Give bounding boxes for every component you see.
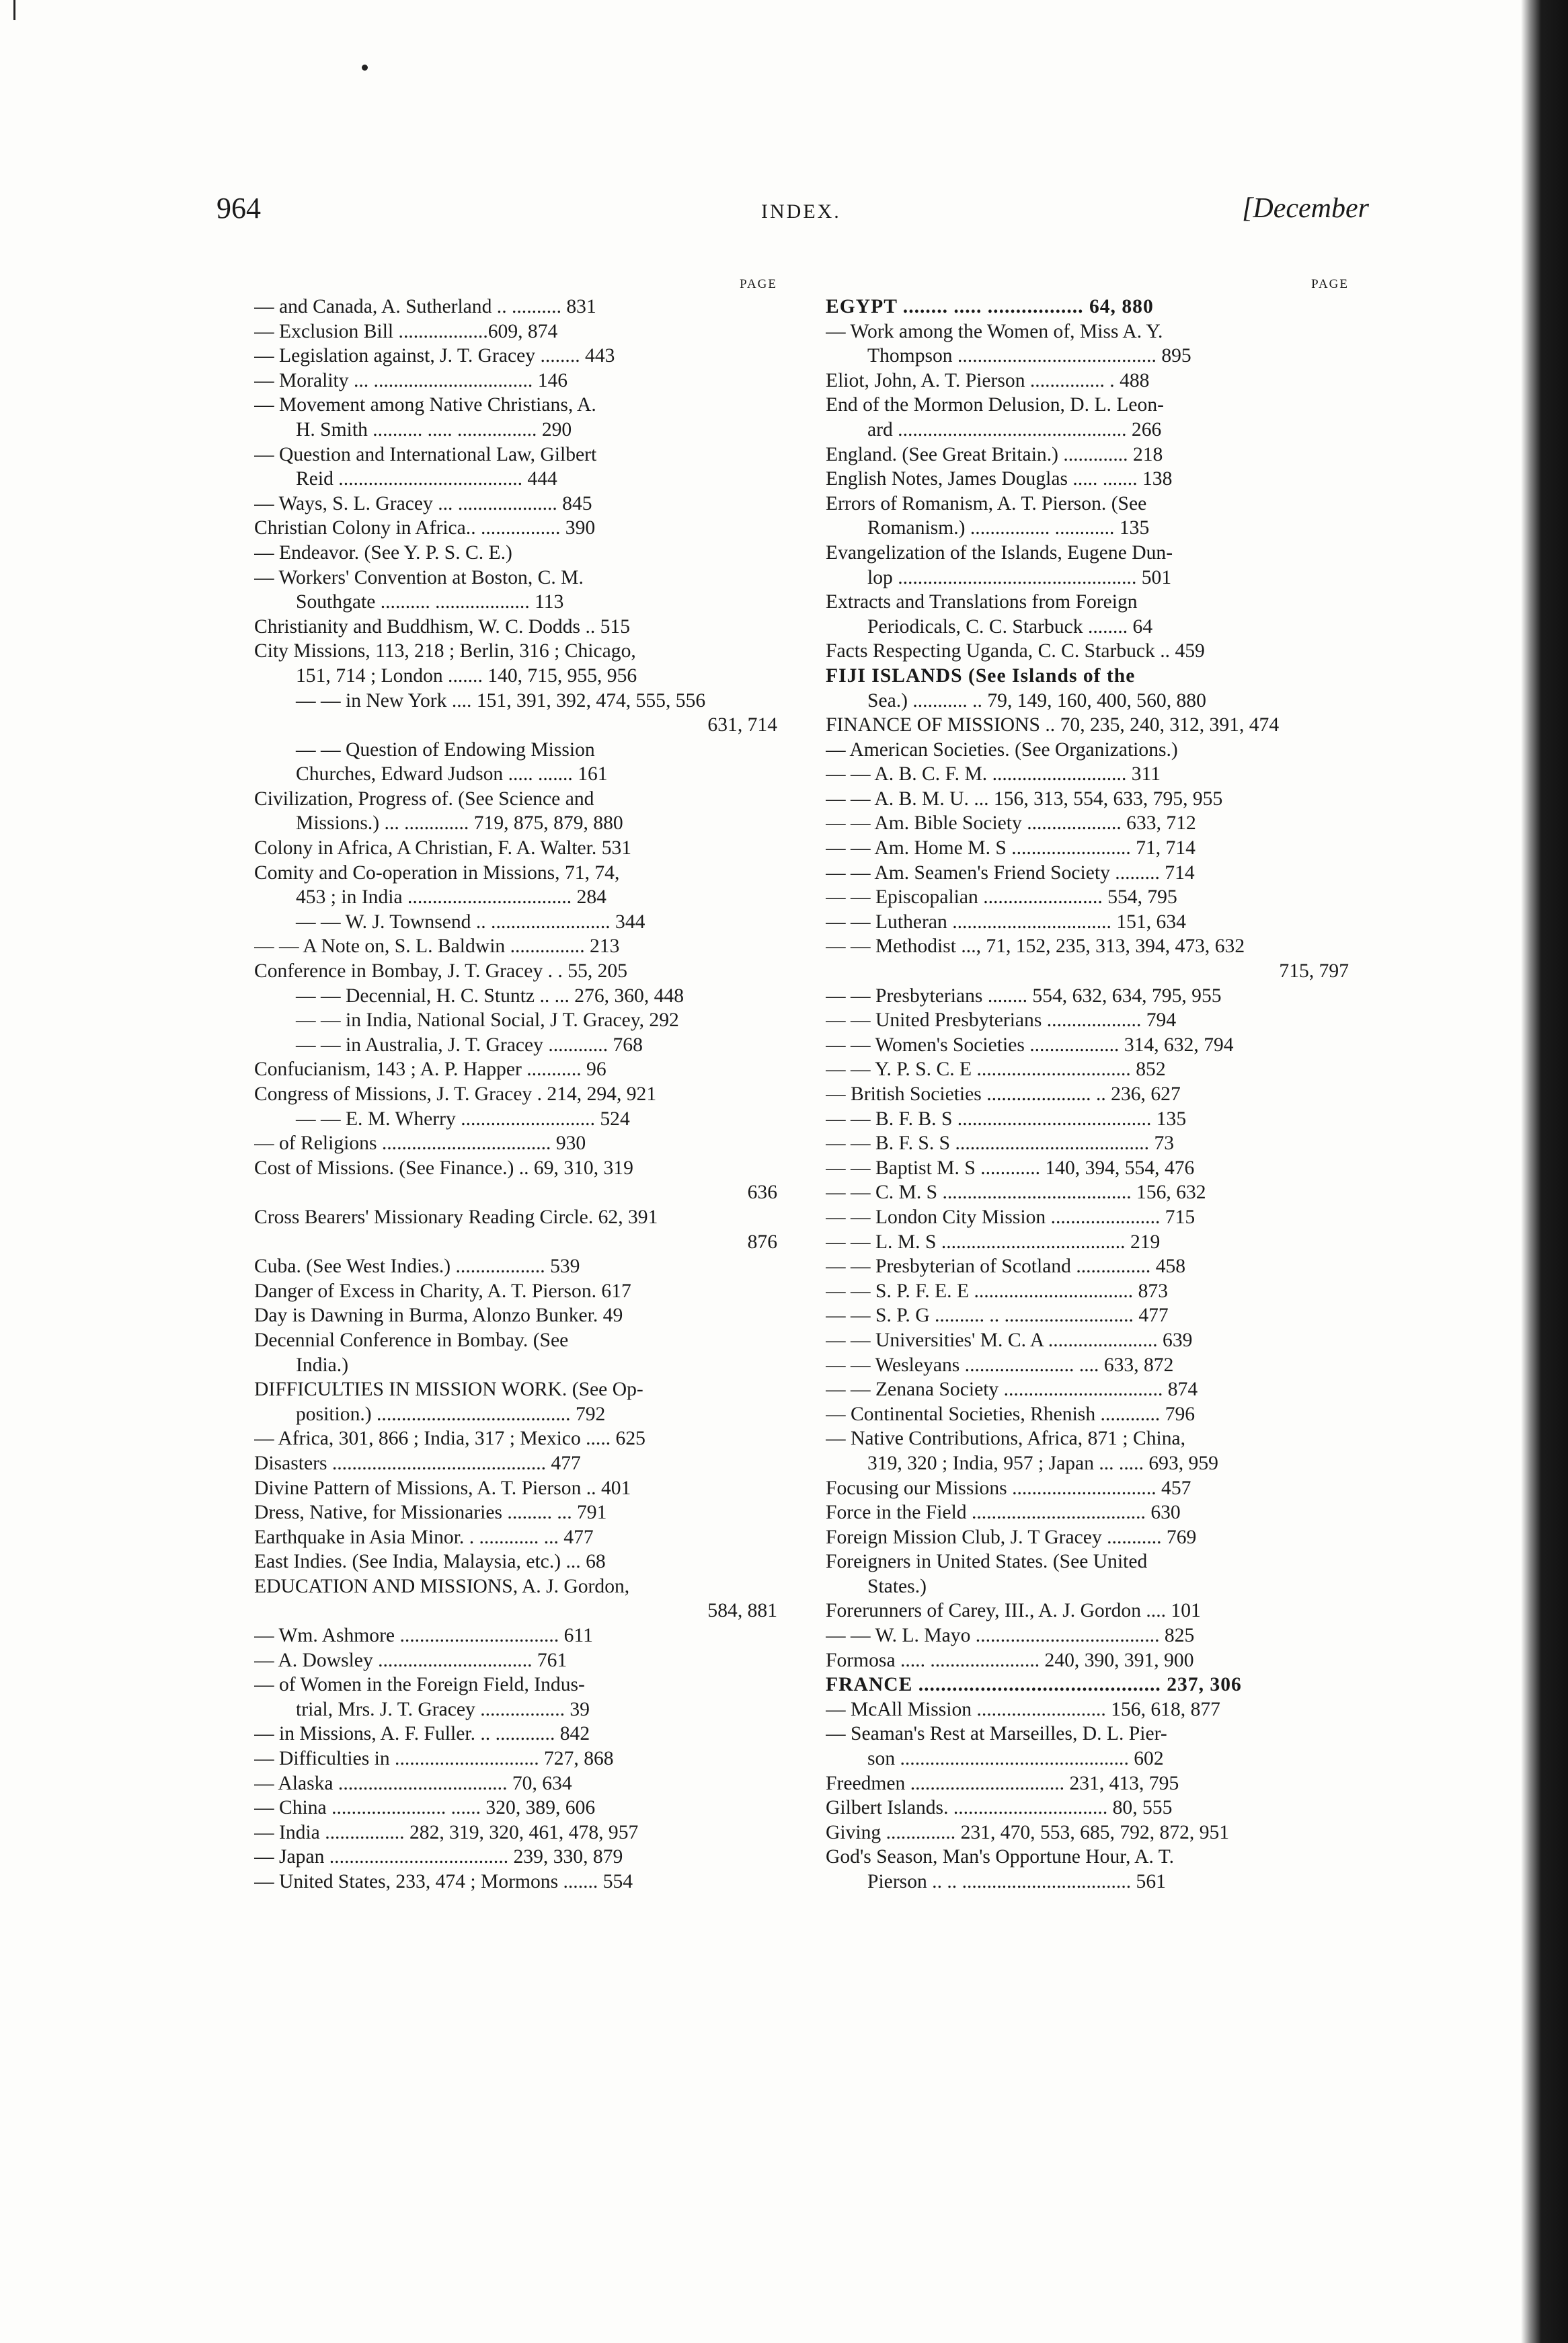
index-entry: Decennial Conference in Bombay. (See (254, 1329, 569, 1351)
index-entry: — Continental Societies, Rhenish ............ 796 (826, 1403, 1195, 1425)
index-entry: — — Presbyterians ........ 554, 632, 634, 795, 955 (826, 985, 1222, 1007)
index-entry: Thompson ........................................ 895 (867, 345, 1191, 367)
index-column-right (826, 274, 1349, 1894)
index-entry: Cross Bearers' Missionary Reading Circle. 62, 391 (254, 1206, 658, 1228)
index-entry: 715, 797 (1279, 960, 1349, 983)
index-entry: Disasters ........................................... 477 (254, 1452, 581, 1474)
index-entry: End of the Mormon Delusion, D. L. Leon- (826, 394, 1165, 416)
index-entry: ard .............................................. 266 (867, 418, 1162, 440)
index-entry: Foreigners in United States. (See United (826, 1551, 1148, 1573)
index-entry: Congress of Missions, J. T. Gracey . 214, 294, 921 (254, 1083, 657, 1105)
index-entry: — Japan .................................... 239, 330, 879 (254, 1846, 623, 1868)
index-entry: EGYPT ........ ..... ................. 64, 880 (826, 296, 1154, 317)
index-entry: DIFFICULTIES IN MISSION WORK. (See Op- (254, 1379, 643, 1401)
scan-edge-shadow (1521, 0, 1568, 2343)
index-entry: Churches, Edward Judson ..... ....... 161 (296, 763, 608, 785)
index-entry: Gilbert Islands. ............................... 80, 555 (826, 1797, 1173, 1819)
index-entry: — American Societies. (See Organizations.) (826, 738, 1178, 761)
index-entry: Cost of Missions. (See Finance.) .. 69, 310, 319 (254, 1157, 633, 1179)
index-entry: — — United Presbyterians ................... 794 (826, 1009, 1177, 1032)
index-entry: Extracts and Translations from Foreign (826, 591, 1138, 613)
index-entry: — — Presbyterian of Scotland ............... 458 (826, 1256, 1186, 1278)
index-entry: Sea.) ........... .. 79, 149, 160, 400, 560, 880 (867, 689, 1206, 712)
index-entry: — Legislation against, J. T. Gracey ........ 443 (254, 345, 615, 367)
index-entry: — of Women in the Foreign Field, Indus- (254, 1674, 585, 1696)
index-entry: Civilization, Progress of. (See Science and (254, 788, 594, 810)
index-entry: Dress, Native, for Missionaries ......... ... 791 (254, 1502, 607, 1524)
index-entry: — China ....................... ...... 320, 389, 606 (254, 1797, 596, 1819)
index-entry: FINANCE OF MISSIONS .. 70, 235, 240, 312, 391, 474 (826, 714, 1280, 736)
index-entry: India.) (296, 1354, 349, 1376)
index-entry: — — S. P. G .......... .. .......................... 477 (826, 1305, 1169, 1327)
index-entry: — — A. B. M. U. ... 156, 313, 554, 633, 795, 955 (826, 788, 1223, 810)
index-entries (826, 295, 1349, 1894)
index-entries (254, 295, 777, 1894)
index-entry: Evangelization of the Islands, Eugene Dun- (826, 541, 1173, 564)
index-entry: EDUCATION AND MISSIONS, A. J. Gordon, (254, 1575, 630, 1597)
index-entry: City Missions, 113, 218 ; Berlin, 316 ; Chicago, (254, 640, 636, 662)
index-entry: trial, Mrs. J. T. Gracey ................. 39 (296, 1698, 590, 1720)
index-entry: 876 (747, 1231, 777, 1253)
index-entry: 151, 714 ; London ....... 140, 715, 955, 956 (296, 664, 637, 687)
index-entry: — — London City Mission ...................... 715 (826, 1206, 1195, 1228)
index-entry: H. Smith .......... ..... ................ 290 (296, 418, 572, 440)
index-entry: 631, 714 (707, 714, 777, 736)
index-entry: — — Am. Home M. S ........................ 71, 714 (826, 837, 1195, 859)
index-entry: — — in Australia, J. T. Gracey ............ 768 (296, 1034, 643, 1056)
index-entry: Earthquake in Asia Minor. . ............ ... 477 (254, 1526, 594, 1548)
running-date: [December (1242, 193, 1369, 224)
index-entry: — British Societies ..................... .. 236, 627 (826, 1083, 1181, 1105)
index-entry: — — L. M. S ..................................... 219 (826, 1231, 1161, 1253)
index-entry: Foreign Mission Club, J. T Gracey ........... 769 (826, 1526, 1197, 1548)
index-entry: — — B. F. S. S ....................................... 73 (826, 1132, 1175, 1155)
index-entry: Focusing our Missions ............................. 457 (826, 1477, 1191, 1499)
index-entry: 584, 881 (707, 1600, 777, 1622)
index-entry: — Endeavor. (See Y. P. S. C. E.) (254, 541, 512, 564)
index-entry: — — Question of Endowing Mission (296, 738, 595, 761)
index-entry: — — W. J. Townsend .. ........................ 344 (296, 911, 645, 933)
index-entry: Divine Pattern of Missions, A. T. Pierson .. 401 (254, 1477, 631, 1499)
index-entry: 453 ; in India ................................. 284 (296, 886, 606, 909)
index-entry: Errors of Romanism, A. T. Pierson. (See (826, 492, 1147, 514)
index-entry: Colony in Africa, A Christian, F. A. Walter. 531 (254, 837, 632, 859)
index-entry: — in Missions, A. F. Fuller. .. ............ 842 (254, 1723, 590, 1745)
index-entry: Conference in Bombay, J. T. Gracey . . 55, 205 (254, 960, 628, 983)
index-entry: — and Canada, A. Sutherland .. .......... 831 (254, 296, 596, 317)
page-label: PAGE (740, 277, 777, 291)
index-entry: 319, 320 ; India, 957 ; Japan ... ..... 693, 959 (867, 1452, 1218, 1474)
index-entry: — Question and International Law, Gilbert (254, 443, 597, 465)
index-entry: — — Zenana Society ................................ 874 (826, 1379, 1198, 1401)
index-entry: — Exclusion Bill ..................609, 874 (254, 320, 558, 342)
index-entry: — Work among the Women of, Miss A. Y. (826, 320, 1163, 342)
index-entry: — — E. M. Wherry ........................... 524 (296, 1108, 630, 1130)
index-entry: — — B. F. B. S ....................................... 135 (826, 1108, 1187, 1130)
index-entry: — — Am. Seamen's Friend Society ......... 714 (826, 861, 1195, 884)
index-entry: Romanism.) ................ ............ 135 (867, 517, 1150, 539)
index-entry: Christian Colony in Africa.. ................ 390 (254, 517, 596, 539)
index-entry: England. (See Great Britain.) ............. 218 (826, 443, 1163, 465)
index-entry: God's Season, Man's Opportune Hour, A. T. (826, 1846, 1175, 1868)
index-entry: — Seaman's Rest at Marseilles, D. L. Pier- (826, 1723, 1167, 1745)
index-entry: position.) ....................................... 792 (296, 1403, 606, 1425)
index-entry: son .............................................. 602 (867, 1748, 1164, 1770)
index-entry: — — Women's Societies .................. 314, 632, 794 (826, 1034, 1234, 1056)
ink-dot (362, 65, 368, 71)
index-entry: — of Religions .................................. 930 (254, 1132, 586, 1155)
index-entry: — Africa, 301, 866 ; India, 317 ; Mexico ..... 625 (254, 1428, 645, 1450)
index-entry: FRANCE ........................................... 237, 306 (826, 1674, 1242, 1696)
index-entry: — — Baptist M. S ............ 140, 394, 554, 476 (826, 1157, 1195, 1179)
index-entry: — — A. B. C. F. M. ........................... 311 (826, 763, 1161, 785)
page-label: PAGE (1311, 277, 1349, 291)
index-entry: — — Universities' M. C. A ...................... 639 (826, 1329, 1193, 1351)
index-entry: lop ................................................ 501 (867, 566, 1172, 588)
running-title: INDEX. (761, 200, 841, 223)
index-entry: — — Episcopalian ........................ 554, 795 (826, 886, 1177, 909)
index-entry: Facts Respecting Uganda, C. C. Starbuck .. 459 (826, 640, 1205, 662)
index-entry: Danger of Excess in Charity, A. T. Pierson. 617 (254, 1280, 631, 1302)
index-entry: — — Methodist ..., 71, 152, 235, 313, 394, 473, 632 (826, 935, 1245, 958)
index-entry: Pierson .. .. .................................. 561 (867, 1871, 1166, 1892)
index-entry: — United States, 233, 474 ; Mormons ....... 554 (254, 1871, 633, 1892)
index-entry: — McAll Mission .......................... 156, 618, 877 (826, 1698, 1220, 1720)
index-entry: Reid ..................................... 444 (296, 468, 557, 490)
page-number: 964 (217, 192, 261, 225)
page-header (217, 186, 1369, 233)
index-entry: Periodicals, C. C. Starbuck ........ 64 (867, 615, 1153, 638)
index-entry: — — C. M. S ...................................... 156, 632 (826, 1182, 1206, 1204)
index-entry: Formosa ..... ...................... 240, 390, 391, 900 (826, 1649, 1194, 1671)
index-entry: Cuba. (See West Indies.) .................. 539 (254, 1256, 580, 1278)
index-entry: — — A Note on, S. L. Baldwin ............... 213 (254, 935, 620, 958)
index-entry: — Wm. Ashmore ................................ 611 (254, 1625, 593, 1647)
index-entry: — Workers' Convention at Boston, C. M. (254, 566, 584, 588)
index-entry: — Movement among Native Christians, A. (254, 394, 596, 416)
index-entry: Missions.) ... ............. 719, 875, 879, 880 (296, 812, 623, 835)
index-entry: — — W. L. Mayo ..................................... 825 (826, 1625, 1195, 1647)
index-entry: Southgate .......... ................... 113 (296, 591, 564, 613)
index-entry: FIJI ISLANDS (See Islands of the (826, 664, 1136, 687)
index-entry: Force in the Field ................................... 630 (826, 1502, 1181, 1524)
index-entry: — Difficulties in ............................. 727, 868 (254, 1748, 614, 1770)
index-entry: Forerunners of Carey, III., A. J. Gordon .... 101 (826, 1600, 1201, 1622)
index-entry: — — Y. P. S. C. E ............................... 852 (826, 1059, 1166, 1081)
scan-mark (13, 0, 15, 20)
index-entry: — Alaska .................................. 70, 634 (254, 1772, 572, 1794)
index-entry: — India ................ 282, 319, 320, 461, 478, 957 (254, 1821, 639, 1843)
index-entry: Eliot, John, A. T. Pierson ............... . 488 (826, 369, 1150, 391)
index-entry: — A. Dowsley ............................... 761 (254, 1649, 567, 1671)
index-entry: — — Lutheran ................................ 151, 634 (826, 911, 1186, 933)
index-entry: — — Am. Bible Society ................... 633, 712 (826, 812, 1196, 835)
index-column-left (254, 274, 777, 1894)
index-entry: — — S. P. F. E. E ................................ 873 (826, 1280, 1168, 1302)
index-entry: — Native Contributions, Africa, 871 ; China, (826, 1428, 1186, 1450)
index-entry: — — Decennial, H. C. Stuntz .. ... 276, 360, 448 (296, 985, 684, 1007)
index-entry: — — Wesleyans ...................... .... 633, 872 (826, 1354, 1174, 1376)
index-entry: — — in New York .... 151, 391, 392, 474, 555, 556 (296, 689, 706, 712)
index-entry: Freedmen ............................... 231, 413, 795 (826, 1772, 1179, 1794)
index-entry: Christianity and Buddhism, W. C. Dodds .. 515 (254, 615, 631, 638)
index-entry: Day is Dawning in Burma, Alonzo Bunker. 49 (254, 1305, 623, 1327)
index-entry: Comity and Co-operation in Missions, 71, 74, (254, 861, 620, 884)
index-entry: English Notes, James Douglas ..... ....... 138 (826, 468, 1173, 490)
index-entry: East Indies. (See India, Malaysia, etc.) ... 68 (254, 1551, 606, 1573)
index-entry: Confucianism, 143 ; A. P. Happer ........... 96 (254, 1059, 606, 1081)
index-entry: — — in India, National Social, J T. Gracey, 292 (296, 1009, 679, 1032)
index-entry: — Ways, S. L. Gracey ... .................... 845 (254, 492, 592, 514)
index-entry: 636 (747, 1182, 777, 1204)
index-entry: States.) (867, 1575, 927, 1597)
index-entry: Giving .............. 231, 470, 553, 685, 792, 872, 951 (826, 1821, 1230, 1843)
index-entry: — Morality ... ................................ 146 (254, 369, 568, 391)
